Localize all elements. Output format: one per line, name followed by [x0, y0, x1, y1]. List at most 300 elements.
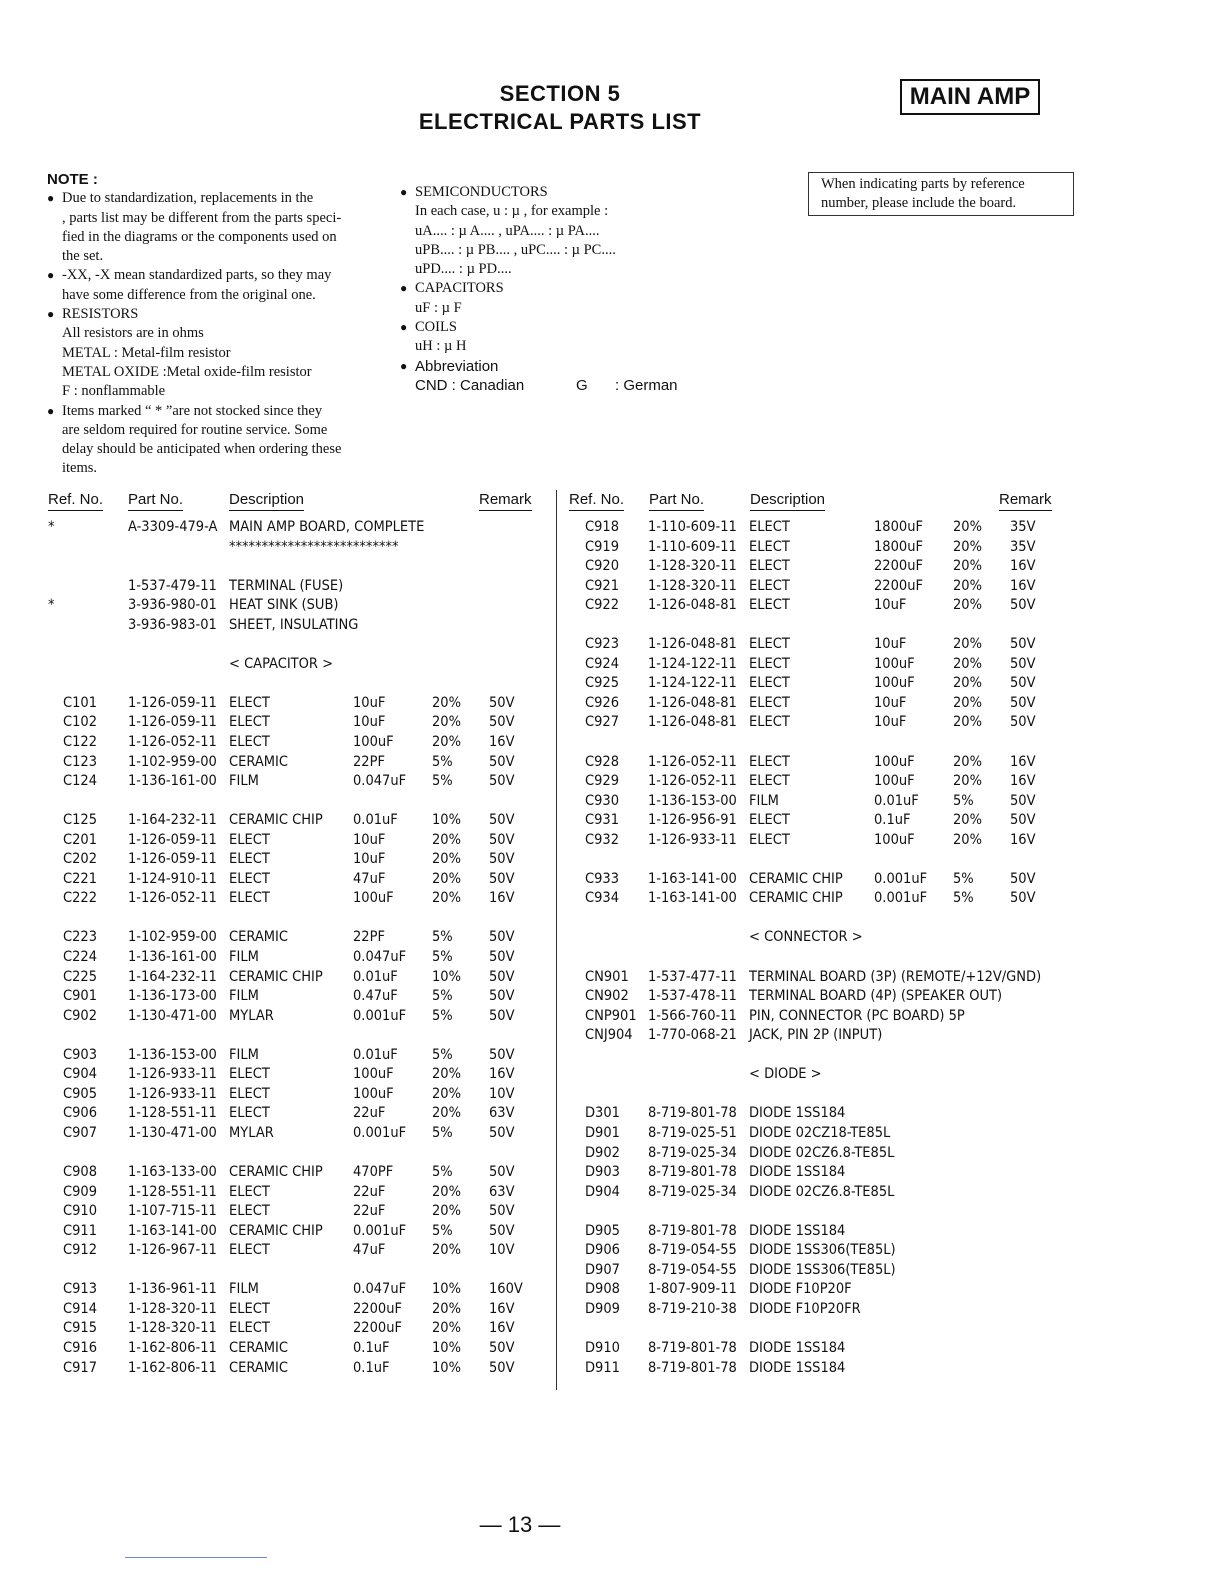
- bottom-rule: [125, 1557, 267, 1558]
- rating-cell: 16V: [1010, 831, 1036, 848]
- value-cell: 470PF: [353, 1164, 394, 1181]
- part-no-cell: 1-124-122-11: [648, 655, 737, 672]
- table-row: [560, 987, 1220, 1007]
- table-row: [0, 518, 556, 538]
- table-row: [560, 1026, 1220, 1046]
- notes-heading: NOTE :: [47, 171, 98, 188]
- rating-cell: 50V: [1010, 597, 1036, 614]
- header-desc: Description: [750, 490, 825, 511]
- part-no-cell: 8-719-054-55: [648, 1261, 737, 1278]
- rating-cell: 63V: [489, 1183, 515, 1200]
- table-row: [560, 557, 1220, 577]
- ref-no-cell: C929: [585, 773, 620, 790]
- description-cell: DIODE 02CZ6.8-TE85L: [749, 1144, 895, 1161]
- ref-no-cell: C917: [63, 1359, 98, 1376]
- column-divider: [556, 490, 557, 1390]
- table-row: [0, 1359, 556, 1379]
- value-cell: 22uF: [353, 1203, 386, 1220]
- ref-no-cell: C224: [63, 949, 98, 966]
- ref-no-cell: CN902: [585, 988, 629, 1005]
- value-cell: 100uF: [353, 1066, 394, 1083]
- description-cell: ELECT: [229, 714, 270, 731]
- description-cell: ELECT: [749, 812, 790, 829]
- table-row: [0, 889, 556, 909]
- ref-no-cell: *: [48, 597, 55, 614]
- table-row: [560, 811, 1220, 831]
- table-row: [0, 1026, 556, 1046]
- tolerance-cell: 10%: [432, 968, 461, 985]
- table-row: [0, 1241, 556, 1261]
- description-cell: DIODE 02CZ18-TE85L: [749, 1124, 891, 1141]
- part-no-cell: 1-110-609-11: [648, 538, 737, 555]
- part-no-cell: 1-126-933-11: [128, 1085, 217, 1102]
- abbreviation-cnd: CND : Canadian: [415, 376, 525, 394]
- value-cell: 0.01uF: [353, 968, 398, 985]
- rating-cell: 50V: [489, 812, 515, 829]
- value-cell: 100uF: [353, 734, 394, 751]
- value-cell: 0.01uF: [874, 792, 919, 809]
- tolerance-cell: 20%: [432, 1203, 461, 1220]
- tolerance-cell: 20%: [432, 1183, 461, 1200]
- part-no-cell: 1-770-068-21: [648, 1027, 737, 1044]
- part-no-cell: 1-126-052-11: [648, 773, 737, 790]
- description-cell: ELECT: [229, 1242, 270, 1259]
- value-cell: 0.47uF: [353, 988, 398, 1005]
- ref-no-cell: C915: [63, 1320, 98, 1337]
- value-cell: 22uF: [353, 1105, 386, 1122]
- description-cell: DIODE 1SS184: [749, 1339, 846, 1356]
- part-no-cell: 1-130-471-00: [128, 1007, 217, 1024]
- table-row: [560, 1085, 1220, 1105]
- tolerance-cell: 20%: [953, 597, 982, 614]
- description-cell: CERAMIC CHIP: [229, 1222, 323, 1239]
- note-standardization: [47, 189, 367, 266]
- table-row: [560, 596, 1220, 616]
- tolerance-cell: 5%: [953, 890, 974, 907]
- table-row: [560, 850, 1220, 870]
- part-no-cell: 1-126-048-81: [648, 597, 737, 614]
- rating-cell: 50V: [489, 1339, 515, 1356]
- note-line: METAL : Metal-film resistor: [62, 344, 231, 361]
- value-cell: 10uF: [353, 694, 386, 711]
- tolerance-cell: 20%: [432, 870, 461, 887]
- table-row: [560, 518, 1220, 538]
- note-line: uPB.... : µ PB.... , uPC.... : µ PC....: [415, 241, 616, 258]
- value-cell: 10uF: [874, 694, 907, 711]
- table-row: [560, 968, 1220, 988]
- section-title: [380, 80, 740, 136]
- rating-cell: 16V: [489, 1300, 515, 1317]
- part-no-cell: 1-163-133-00: [128, 1164, 217, 1181]
- rating-cell: 50V: [1010, 636, 1036, 653]
- parts-table-right: [560, 518, 1220, 1378]
- table-row: [560, 1065, 1220, 1085]
- description-cell: ELECT: [229, 1066, 270, 1083]
- value-cell: 47uF: [353, 1242, 386, 1259]
- ref-no-cell: CNJ904: [585, 1027, 633, 1044]
- description-cell: CERAMIC CHIP: [229, 968, 323, 985]
- description-cell: **************************: [229, 538, 399, 555]
- ref-no-cell: CNP901: [585, 1007, 637, 1024]
- ref-no-cell: D903: [585, 1164, 620, 1181]
- table-row: [560, 1202, 1220, 1222]
- table-row: [560, 870, 1220, 890]
- table-row: [0, 616, 556, 636]
- tolerance-cell: 20%: [432, 734, 461, 751]
- part-no-cell: 1-164-232-11: [128, 968, 217, 985]
- table-row: [0, 1261, 556, 1281]
- table-row: [560, 1104, 1220, 1124]
- value-cell: 100uF: [353, 890, 394, 907]
- value-cell: 0.1uF: [353, 1339, 390, 1356]
- table-row: [0, 1163, 556, 1183]
- description-cell: ELECT: [749, 675, 790, 692]
- rating-cell: 50V: [489, 1164, 515, 1181]
- table-row: [0, 713, 556, 733]
- description-cell: TERMINAL BOARD (4P) (SPEAKER OUT): [749, 988, 1003, 1005]
- table-row: [560, 1280, 1220, 1300]
- tolerance-cell: 5%: [432, 949, 453, 966]
- part-no-cell: 3-936-980-01: [128, 597, 217, 614]
- tolerance-cell: 5%: [432, 1007, 453, 1024]
- ref-no-cell: C920: [585, 558, 620, 575]
- description-cell: FILM: [229, 1281, 259, 1298]
- table-row: [0, 1144, 556, 1164]
- tolerance-cell: 20%: [953, 753, 982, 770]
- table-row: [0, 694, 556, 714]
- note-line: ● Due to standardization, replacements in the: [62, 190, 314, 207]
- description-cell: TERMINAL BOARD (3P) (REMOTE/+12V/GND): [749, 968, 1042, 985]
- note-line: uA.... : µ A.... , uPA.... : µ PA....: [415, 222, 600, 239]
- description-cell: ELECT: [749, 558, 790, 575]
- table-row: [0, 557, 556, 577]
- ref-no-cell: D902: [585, 1144, 620, 1161]
- rating-cell: 50V: [489, 1222, 515, 1239]
- rating-cell: 50V: [1010, 714, 1036, 731]
- table-row: [560, 1319, 1220, 1339]
- ref-no-cell: D905: [585, 1222, 620, 1239]
- rating-cell: 16V: [1010, 577, 1036, 594]
- note-line: uPD.... : µ PD....: [415, 261, 512, 278]
- description-cell: ELECT: [749, 577, 790, 594]
- tolerance-cell: 5%: [432, 1124, 453, 1141]
- value-cell: 100uF: [874, 675, 915, 692]
- part-no-cell: 1-537-479-11: [128, 577, 217, 594]
- ref-no-cell: C928: [585, 753, 620, 770]
- tolerance-cell: 20%: [953, 773, 982, 790]
- part-no-cell: 1-128-551-11: [128, 1183, 217, 1200]
- note-line: In each case, u : µ , for example :: [415, 203, 609, 220]
- value-cell: 100uF: [353, 1085, 394, 1102]
- table-row: [560, 616, 1220, 636]
- ref-no-cell: D907: [585, 1261, 620, 1278]
- rating-cell: 50V: [489, 988, 515, 1005]
- tolerance-cell: 20%: [953, 812, 982, 829]
- header-remark: Remark: [479, 490, 532, 511]
- part-no-cell: 8-719-025-34: [648, 1144, 737, 1161]
- abbreviation-g-desc: : German: [615, 376, 678, 394]
- ref-no-cell: D909: [585, 1300, 620, 1317]
- value-cell: 0.1uF: [353, 1359, 390, 1376]
- table-row: [0, 909, 556, 929]
- value-cell: 2200uF: [353, 1320, 402, 1337]
- table-row: [0, 1222, 556, 1242]
- tolerance-cell: 5%: [432, 1164, 453, 1181]
- description-cell: ELECT: [749, 831, 790, 848]
- description-cell: ELECT: [229, 890, 270, 907]
- part-no-cell: 8-719-210-38: [648, 1300, 737, 1317]
- reference-note-box: [808, 172, 1074, 216]
- value-cell: 0.1uF: [874, 812, 911, 829]
- part-no-cell: 1-136-161-00: [128, 949, 217, 966]
- table-row: [560, 655, 1220, 675]
- rating-cell: 50V: [1010, 655, 1036, 672]
- tolerance-cell: 10%: [432, 1281, 461, 1298]
- value-cell: 2200uF: [353, 1300, 402, 1317]
- table-row: [0, 1124, 556, 1144]
- ref-no-cell: C202: [63, 851, 98, 868]
- part-no-cell: 8-719-801-78: [648, 1222, 737, 1239]
- part-no-cell: 1-136-153-00: [648, 792, 737, 809]
- tolerance-cell: 5%: [432, 1046, 453, 1063]
- table-row: [560, 1183, 1220, 1203]
- ref-no-cell: C223: [63, 929, 98, 946]
- table-row: [0, 655, 556, 675]
- table-row: [0, 850, 556, 870]
- tolerance-cell: 5%: [432, 988, 453, 1005]
- part-no-cell: 1-136-153-00: [128, 1046, 217, 1063]
- value-cell: 10uF: [353, 851, 386, 868]
- description-cell: CERAMIC CHIP: [749, 890, 843, 907]
- part-no-cell: 8-719-801-78: [648, 1105, 737, 1122]
- value-cell: 10uF: [874, 597, 907, 614]
- table-row: [0, 1319, 556, 1339]
- rating-cell: 50V: [489, 773, 515, 790]
- rating-cell: 50V: [489, 1359, 515, 1376]
- table-row: [560, 1261, 1220, 1281]
- rating-cell: 50V: [1010, 694, 1036, 711]
- tolerance-cell: 5%: [432, 1222, 453, 1239]
- part-no-cell: 8-719-025-34: [648, 1183, 737, 1200]
- part-no-cell: 1-126-048-81: [648, 636, 737, 653]
- value-cell: 10uF: [874, 714, 907, 731]
- table-row: [0, 811, 556, 831]
- table-row: [0, 1065, 556, 1085]
- rating-cell: 16V: [1010, 753, 1036, 770]
- part-no-cell: 1-124-122-11: [648, 675, 737, 692]
- tolerance-cell: 20%: [953, 636, 982, 653]
- tolerance-cell: 10%: [432, 1359, 461, 1376]
- value-cell: 0.001uF: [874, 890, 928, 907]
- ref-no-cell: C124: [63, 773, 98, 790]
- description-cell: ELECT: [749, 753, 790, 770]
- tolerance-cell: 20%: [432, 1300, 461, 1317]
- rating-cell: 50V: [489, 949, 515, 966]
- description-cell: JACK, PIN 2P (INPUT): [749, 1027, 883, 1044]
- table-row: [560, 772, 1220, 792]
- description-cell: DIODE 1SS184: [749, 1222, 846, 1239]
- description-cell: < CAPACITOR >: [229, 655, 334, 672]
- part-no-cell: 1-126-967-11: [128, 1242, 217, 1259]
- part-no-cell: 1-537-477-11: [648, 968, 737, 985]
- part-no-cell: 1-107-715-11: [128, 1203, 217, 1220]
- description-cell: CERAMIC: [229, 929, 288, 946]
- ref-no-cell: C921: [585, 577, 620, 594]
- description-cell: ELECT: [229, 831, 270, 848]
- table-row: [560, 694, 1220, 714]
- description-cell: ELECT: [229, 1300, 270, 1317]
- part-no-cell: A-3309-479-A: [128, 519, 218, 535]
- table-row: [560, 1124, 1220, 1144]
- description-cell: TERMINAL (FUSE): [229, 577, 344, 594]
- description-cell: DIODE 02CZ6.8-TE85L: [749, 1183, 895, 1200]
- ref-no-cell: C906: [63, 1105, 98, 1122]
- table-row: [0, 792, 556, 812]
- note-line: fied in the diagrams or the components used on: [62, 228, 337, 245]
- part-no-cell: 1-162-806-11: [128, 1339, 217, 1356]
- description-cell: ELECT: [229, 1203, 270, 1220]
- table-row: [560, 1339, 1220, 1359]
- table-row: [0, 831, 556, 851]
- table-row: [560, 713, 1220, 733]
- value-cell: 0.047uF: [353, 773, 407, 790]
- part-no-cell: 3-936-983-01: [128, 616, 217, 633]
- description-cell: MYLAR: [229, 1007, 274, 1024]
- ref-no-cell: D906: [585, 1242, 620, 1259]
- table-row: [0, 577, 556, 597]
- ref-no-cell: C924: [585, 655, 620, 672]
- description-cell: DIODE 1SS306(TE85L): [749, 1261, 896, 1278]
- part-no-cell: 1-126-048-81: [648, 714, 737, 731]
- description-cell: ELECT: [749, 519, 790, 535]
- part-no-cell: 8-719-801-78: [648, 1339, 737, 1356]
- note-line: F : nonflammable: [62, 383, 166, 400]
- page-number: — 13 —: [479, 1512, 561, 1537]
- value-cell: 22uF: [353, 1183, 386, 1200]
- abbreviation-line: [400, 376, 730, 395]
- table-row: [0, 1007, 556, 1027]
- part-no-cell: 1-128-320-11: [128, 1300, 217, 1317]
- header-ref: Ref. No.: [48, 490, 103, 511]
- rating-cell: 50V: [489, 1124, 515, 1141]
- description-cell: ELECT: [749, 714, 790, 731]
- table-row: [0, 538, 556, 558]
- table-row: [560, 733, 1220, 753]
- table-row: [0, 674, 556, 694]
- note-line: uF : µ F: [415, 299, 462, 316]
- description-cell: ELECT: [229, 1085, 270, 1102]
- header-ref: Ref. No.: [569, 490, 624, 511]
- table-row: [0, 596, 556, 616]
- table-row: [560, 1359, 1220, 1379]
- table-row: [560, 753, 1220, 773]
- table-row: [560, 1046, 1220, 1066]
- description-cell: CERAMIC: [229, 753, 288, 770]
- part-no-cell: 8-719-801-78: [648, 1164, 737, 1181]
- ref-no-cell: *: [48, 519, 55, 535]
- table-row: [0, 1280, 556, 1300]
- description-cell: DIODE F10P20F: [749, 1281, 852, 1298]
- note-line: the set.: [62, 248, 104, 265]
- description-cell: MYLAR: [229, 1124, 274, 1141]
- value-cell: 0.047uF: [353, 949, 407, 966]
- table-row: [560, 577, 1220, 597]
- ref-no-cell: C125: [63, 812, 98, 829]
- ref-no-cell: C907: [63, 1124, 98, 1141]
- note-line: METAL OXIDE :Metal oxide-film resistor: [62, 363, 312, 380]
- part-no-cell: 1-126-052-11: [128, 734, 217, 751]
- part-no-cell: 1-537-478-11: [648, 988, 737, 1005]
- rating-cell: 50V: [489, 870, 515, 887]
- ref-no-cell: C932: [585, 831, 620, 848]
- ref-no-cell: C901: [63, 988, 98, 1005]
- part-no-cell: 1-126-059-11: [128, 831, 217, 848]
- rating-cell: 10V: [489, 1242, 515, 1259]
- description-cell: < CONNECTOR >: [749, 929, 863, 946]
- part-no-cell: 1-128-551-11: [128, 1105, 217, 1122]
- description-cell: CERAMIC CHIP: [229, 812, 323, 829]
- description-cell: ELECT: [229, 1105, 270, 1122]
- part-no-cell: 1-136-961-11: [128, 1281, 217, 1298]
- rating-cell: 50V: [1010, 792, 1036, 809]
- table-row: [0, 1202, 556, 1222]
- table-row: [560, 1300, 1220, 1320]
- value-cell: 2200uF: [874, 577, 923, 594]
- tolerance-cell: 5%: [953, 792, 974, 809]
- description-cell: CERAMIC: [229, 1339, 288, 1356]
- description-cell: FILM: [749, 792, 779, 809]
- ref-no-cell: D904: [585, 1183, 620, 1200]
- value-cell: 100uF: [874, 831, 915, 848]
- tolerance-cell: 20%: [432, 1320, 461, 1337]
- part-no-cell: 1-130-471-00: [128, 1124, 217, 1141]
- table-row: [560, 928, 1220, 948]
- table-row: [560, 889, 1220, 909]
- description-cell: ELECT: [229, 870, 270, 887]
- value-cell: 100uF: [874, 773, 915, 790]
- table-row: [560, 1144, 1220, 1164]
- ref-no-cell: C201: [63, 831, 98, 848]
- ref-no-cell: C904: [63, 1066, 98, 1083]
- value-cell: 0.001uF: [353, 1222, 407, 1239]
- value-cell: 0.01uF: [353, 812, 398, 829]
- rating-cell: 16V: [489, 890, 515, 907]
- header-remark: Remark: [999, 490, 1052, 511]
- header-part: Part No.: [649, 490, 704, 511]
- coils-title: ● COILS: [400, 318, 730, 337]
- rating-cell: 50V: [489, 851, 515, 868]
- value-cell: 10uF: [874, 636, 907, 653]
- description-cell: SHEET, INSULATING: [229, 616, 359, 633]
- ref-no-cell: D301: [585, 1105, 620, 1122]
- rating-cell: 50V: [489, 714, 515, 731]
- ref-no-cell: C927: [585, 714, 620, 731]
- rating-cell: 50V: [489, 1203, 515, 1220]
- value-cell: 10uF: [353, 831, 386, 848]
- description-cell: ELECT: [229, 734, 270, 751]
- description-cell: ELECT: [749, 694, 790, 711]
- tolerance-cell: 20%: [953, 675, 982, 692]
- ref-no-cell: C926: [585, 694, 620, 711]
- section-number: SECTION 5: [499, 81, 621, 106]
- rating-cell: 50V: [489, 753, 515, 770]
- ref-no-cell: C102: [63, 714, 98, 731]
- rating-cell: 50V: [489, 929, 515, 946]
- table-row: [560, 948, 1220, 968]
- note-items-marked: [47, 402, 367, 479]
- part-no-cell: 1-807-909-11: [648, 1281, 737, 1298]
- ref-no-cell: C912: [63, 1242, 98, 1259]
